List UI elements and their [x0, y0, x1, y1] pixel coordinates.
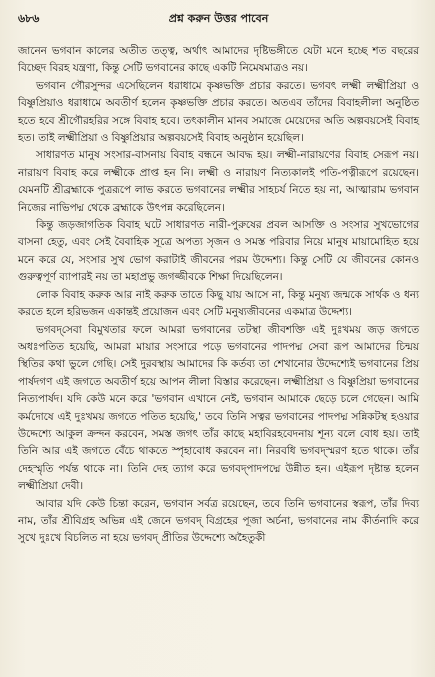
running-title: প্রশ্ন করুন উত্তর পাবেন	[168, 12, 269, 25]
paragraph: কিন্তু জড়জাগতিক বিবাহ ঘটে সাধারণত নারী-পুরুষের প্রবল আসক্তি ও সংসার সুখভোগের বাসনা হেতু, এবং সেই বৈবাহিক সূত্রে অপত্য সৃজন ও সমস্ত পরিবার নিয়ে মানুষ মায়ামোহিত হয়ে মনে করে যে, সংসার সুখ ভোগ করাটাই জীবনের পরম উদ্দেশ্য। কিন্তু সেটি যে জীবনের কোনও গুরুত্বপূর্ণ ব্যাপারই নয় তা মহাপ্রভু জগজ্জীবকে শিক্ষা দিয়েছিলেন।	[18, 219, 419, 284]
page-body	[18, 43, 419, 548]
paragraph: ভগবান গৌরসুন্দর এসেছিলেন ধরাধামে কৃষ্ণভক্তি প্রচার করতে। ভগবৎ লক্ষ্মী লক্ষ্মীপ্রিয়া ও বিষ্ণুপ্রিয়াও ধরাধামে অবতীর্ণ হলেন কৃষ্ণভক্তি প্রচার করতে। অতএব তাঁদের বিবাহলীলা অনুষ্ঠিত হতে হবে শ্রীগৌরহরির সঙ্গে বিবাহ হবে। তৎকালীন মানব সমাজে মেয়েদের অতি অল্পবয়সেই বিবাহ হত। তাই লক্ষ্মীপ্রিয়া ও বিষ্ণুপ্রিয়ার অল্পবয়সেই বিবাহ অনুষ্ঠান হয়েছিল।	[18, 79, 419, 145]
page-header	[18, 10, 419, 33]
paragraph: জানেন ভগবান কালের অতীত তত্ত্ব, অর্থাৎ আমাদের দৃষ্টিভঙ্গীতে যেটা মনে হচ্ছে শত বছরের বিচ্ছেদ বিরহ যন্ত্রণা, কিন্তু সেটি ভগবানের কাছে একটি নিমেষমাত্রও নয়।	[18, 45, 419, 75]
page-number: ৬৮৬	[18, 12, 40, 25]
paragraph: লোক বিবাহ করুক আর নাই করুক তাতে কিছু যায় আসে না, কিন্তু মনুষ্য জন্মকে সার্থক ও ধন্য করতে হলে হরিভজন একান্তই প্রয়োজন এবং সেটি মনুষ্যজীবনের একমাত্র উদ্দেশ্য।	[18, 288, 419, 319]
paragraph: সাধারণত মানুষ সংসার-বাসনায় বিবাহ বন্ধনে আবদ্ধ হয়। লক্ষ্মী-নারায়ণের বিবাহ সেরূপ নয়। নারায়ণ বিবাহ করে লক্ষ্মীকে প্রাপ্ত হন নি। লক্ষ্মী ও নারায়ণ নিত্যকালই পতি-পত্নীরূপে রয়েছেন। যেমনটি শ্রীব্রহ্মাকে পুত্ররূপে লাভ করতে ভগবানের লক্ষ্মীর সাহচর্য নিতে হয় না, আত্মারাম ভগবান নিজের নাভিপদ্ম থেকে ব্রহ্মাকে উৎপন্ন করেছিলেন।	[18, 149, 419, 214]
paragraph: ভগবদ্‌সেবা বিমুখতার ফলে আমরা ভগবানের তটস্থা জীবশক্তি এই দুঃখময় জড় জগতে অধঃপতিত হয়েছি, আমরা মায়ার সংসারে পড়ে ভগবানের পাদপদ্ম সেবা রূপ আমাদের চিন্ময় স্থিতির কথা ভুলে গেছি। সেই দুরবস্থায় আমাদের কি কর্তব্য তা শেখানোর উদ্দেশ্যেই ভগবানের প্রিয় পার্ষদগণ এই জগতে অবতীর্ণ হয়ে আপন লীলা বিস্তার করেছেন। লক্ষ্মীপ্রিয়া ও বিষ্ণুপ্রিয়া ভগবানের নিত্যপার্ষদ। যদি কেউ মনে করে 'ভগবান এখানে নেই, ভগবান আমাকে ছেড়ে চলে গেছেন। আমি কর্মদোষে এই দুঃখময় জগতে পতিত হয়েছি,' তবে তিনি সত্বর ভগবানের পাদপদ্ম সন্নিকটস্থ হওয়ার উদ্দেশ্যে আকুল ক্রন্দন করবেন, সমস্ত জগৎ তাঁর কাছে মহাবিরহবেদনায় শূন্য বলে বোধ হয়। তাই তিনি আর এই জগতে বেঁচে থাকতে স্পৃহাবোধ করবেন না। নিরবধি ভগবদ্‌স্মরণ হতে থাকে। তাঁর দেহস্মৃতি পর্যন্ত থাকে না। তিনি দেহ ত্যাগ করে ভগবদ্‌পাদপদ্মে উন্নীত হন। এইরূপ দৃষ্টান্ত হলেন লক্ষ্মীপ্রিয়া দেবী।	[18, 323, 419, 493]
paragraph: আবার যদি কেউ চিন্তা করেন, ভগবান সর্বত্র রয়েছেন, তবে তিনি ভগবানের স্বরূপ, তাঁর দিব্য নাম, তাঁর শ্রীবিগ্রহ অভিন্ন এই জেনে ভগবদ্‌ বিগ্রহের পূজা অর্চনা, ভগবানের নাম কীর্তনাদি করে সুখে দুঃখে বিচলিত না হয়ে ভগবদ্‌ প্রীতির উদ্দেশ্যে অহৈতুকী	[18, 497, 419, 545]
